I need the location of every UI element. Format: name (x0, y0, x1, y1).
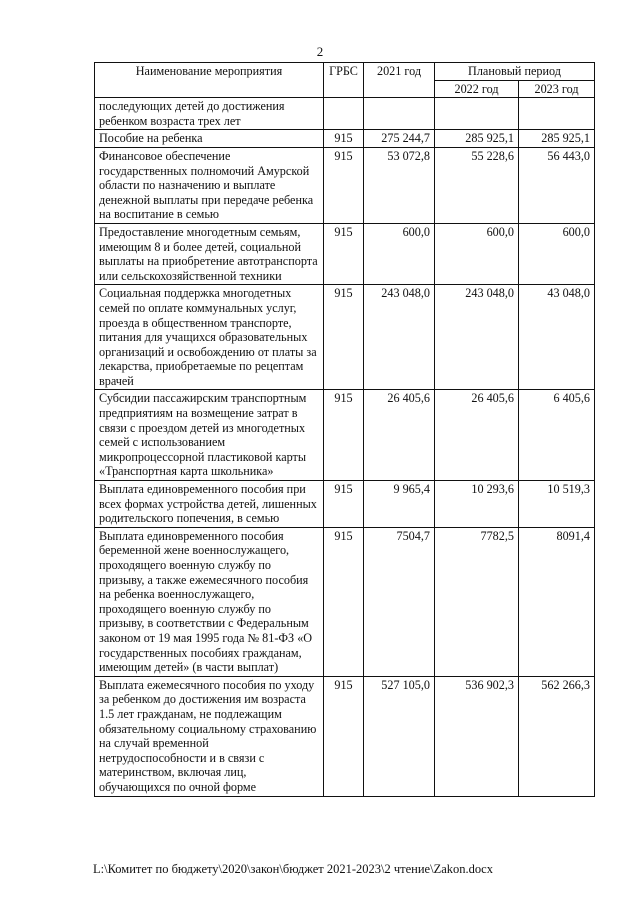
table-row (95, 390, 595, 481)
row-2023: 600,0 (519, 223, 595, 284)
row-2022: 26 405,6 (435, 390, 519, 481)
row-name: Субсидии пассажирским транспортным предприятиям на возмещение затрат в связи с проездом детей из многодетных семей с использованием микропроцессорной пластиковой карты «Транспортная карта школьника» (95, 390, 324, 481)
row-grbs: 915 (324, 223, 364, 284)
table-row (95, 676, 595, 796)
row-2023: 43 048,0 (519, 285, 595, 390)
row-grbs: 915 (324, 527, 364, 676)
header-year-2021: 2021 год (364, 63, 435, 98)
header-year-2023: 2023 год (519, 80, 595, 98)
footer-file-path: L:\Комитет по бюджету\2020\закон\бюджет 2021-2023\2 чтение\Zakon.docx (93, 862, 493, 876)
row-2023 (519, 98, 595, 130)
row-name: Финансовое обеспечение государственных полномочий Амурской области по назначению и выплате денежной выплаты при передаче ребенка на воспитание в семью (95, 147, 324, 223)
row-2022: 536 902,3 (435, 676, 519, 796)
row-2022: 600,0 (435, 223, 519, 284)
row-name: Пособие на ребенка (95, 130, 324, 148)
row-name: Предоставление многодетным семьям, имеющим 8 и более детей, социальной выплаты на приобретение автотранспорта или сельскохозяйственной техники (95, 223, 324, 284)
table-row (95, 285, 595, 390)
row-2023: 6 405,6 (519, 390, 595, 481)
row-2023: 562 266,3 (519, 676, 595, 796)
row-2022: 285 925,1 (435, 130, 519, 148)
row-2023: 10 519,3 (519, 481, 595, 528)
row-grbs: 915 (324, 390, 364, 481)
header-planned-period: Плановый период (435, 63, 595, 81)
row-name: последующих детей до достижения ребенком возраста трех лет (95, 98, 324, 130)
row-2021 (364, 98, 435, 130)
row-2021: 7504,7 (364, 527, 435, 676)
table-row (95, 481, 595, 528)
row-2021: 527 105,0 (364, 676, 435, 796)
row-2021: 9 965,4 (364, 481, 435, 528)
table-row (95, 98, 595, 130)
row-2021: 26 405,6 (364, 390, 435, 481)
row-grbs: 915 (324, 676, 364, 796)
row-grbs: 915 (324, 481, 364, 528)
header-year-2022: 2022 год (435, 80, 519, 98)
row-name: Выплата единовременного пособия при всех формах устройства детей, лишенных родительского попечения, в семью (95, 481, 324, 528)
row-name: Выплата ежемесячного пособия по уходу за ребенком до достижения им возраста 1.5 лет гражданам, не подлежащим обязательному социальному страхованию на случай временной нетрудоспособности и в связи с материнством, включая лиц, обучающихся по очной форме (95, 676, 324, 796)
table-row (95, 147, 595, 223)
row-2022: 55 228,6 (435, 147, 519, 223)
table-row (95, 223, 595, 284)
row-name: Социальная поддержка многодетных семей по оплате коммунальных услуг, проезда в общественном транспорте, питания для учащихся образовательных организаций и освобождению от платы за лекарства, приобретаемые по рецептам врачей (95, 285, 324, 390)
row-2023: 285 925,1 (519, 130, 595, 148)
row-2022: 243 048,0 (435, 285, 519, 390)
row-2021: 600,0 (364, 223, 435, 284)
row-name: Выплата единовременного пособия беременной жене военнослужащего, проходящего военную службу по призыву, а также ежемесячного пособия на ребенка военнослужащего, проходящего военную службу по призыву, в соответствии с Федеральным законом от 19 мая 1995 года № 81-ФЗ «О государственных пособиях гражданам, имеющим детей» (в части выплат) (95, 527, 324, 676)
page-number: 2 (316, 44, 324, 59)
header-grbs: ГРБС (324, 63, 364, 98)
row-2021: 243 048,0 (364, 285, 435, 390)
header-name: Наименование мероприятия (95, 63, 324, 98)
budget-table (94, 62, 595, 797)
row-2022: 10 293,6 (435, 481, 519, 528)
row-2021: 275 244,7 (364, 130, 435, 148)
row-2022 (435, 98, 519, 130)
header-row (95, 63, 595, 81)
row-grbs: 915 (324, 130, 364, 148)
table-row (95, 130, 595, 148)
row-2023: 56 443,0 (519, 147, 595, 223)
row-grbs: 915 (324, 147, 364, 223)
row-2021: 53 072,8 (364, 147, 435, 223)
row-grbs: 915 (324, 285, 364, 390)
row-2022: 7782,5 (435, 527, 519, 676)
row-grbs (324, 98, 364, 130)
row-2023: 8091,4 (519, 527, 595, 676)
table-row (95, 527, 595, 676)
